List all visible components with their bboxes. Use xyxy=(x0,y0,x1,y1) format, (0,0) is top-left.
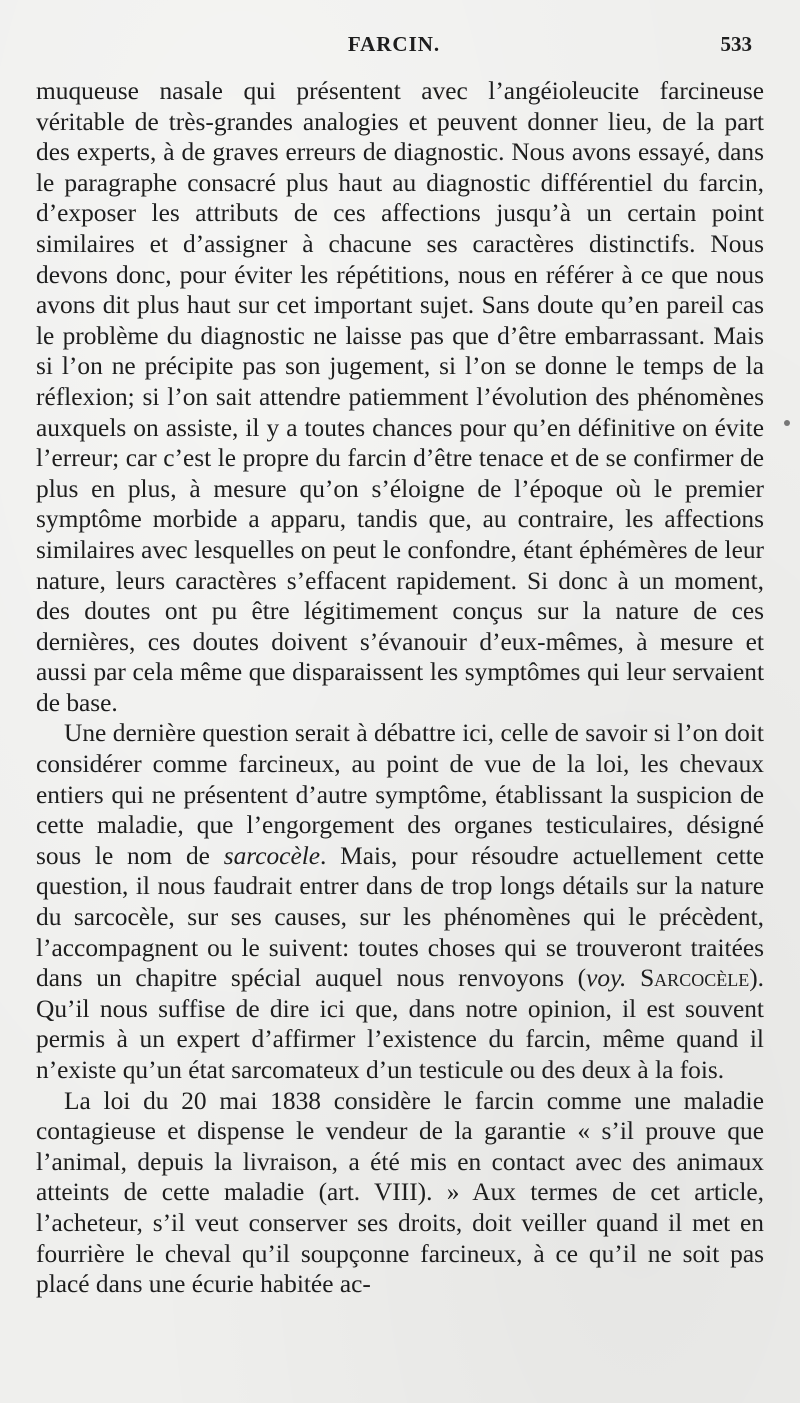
body-text xyxy=(36,76,764,1300)
running-title: FARCIN. xyxy=(347,32,441,56)
paragraph-law-1838-text: La loi du 20 mai 1838 considère le farcin comme une maladie contagieuse et dispense le vendeur de la garantie « s’il prouve que l’animal, depuis la livraison, a été mis en contact avec des animaux atteints de cette maladie (art. VIII). » Aux termes de cet article, l’acheteur, s’il veut conserver ses droits, doit veiller quand il met en fourrière le cheval qu’il soupçonne farcineux, à ce qu’il ne soit pas placé dans une écurie habitée ac- xyxy=(36,1086,764,1299)
page-header xyxy=(36,30,752,62)
print-speck xyxy=(784,420,790,426)
page-number: 533 xyxy=(720,32,752,56)
paragraph-sarcocele xyxy=(36,718,764,1085)
paragraph-sarcocele-part2: . Mais, pour résoudre actuellement cette question, il nous faudrait entrer dans de trop longs détails sur la nature du sarcocèle, sur ses causes, sur les phénomènes qui le précèdent, l’accompagnent ou le suivent: toutes choses qui se trouveront traitées dans un chapitre spécial auquel nous renvoyons ( xyxy=(36,841,764,993)
paragraph-sarcocele-part3: ). Qu’il nous suffise de dire ici que, dans notre opinion, il est souvent permis à un expert d’affirmer l’existence du farcin, même quand il n’existe qu’un état sarcomateux d’un testicule ou des deux à la fois. xyxy=(36,964,764,1084)
paragraph-diagnostic xyxy=(36,76,764,718)
abbrev-voy: voy. xyxy=(586,964,627,993)
term-sarcocele: sarcocèle xyxy=(223,841,321,870)
paragraph-sarcocele-part1: Une dernière question serait à débattre ici, celle de savoir si l’on doit considérer comme farcineux, au point de vue de la loi, les chevaux entiers qui ne présentent d’autre symptôme, établissant la suspicion de cette maladie, que l’engorgement des organes testiculaires, désigné sous le nom de xyxy=(36,719,764,870)
paragraph-law-1838 xyxy=(36,1086,764,1300)
paragraph-diagnostic-text: muqueuse nasale qui présentent avec l’angéioleucite farcineuse véritable de très-grandes analogies et peuvent donner lieu, de la part des experts, à de graves erreurs de diagnostic. Nous avons essayé, dans le paragraphe consacré plus haut au diagnostic différentiel du farcin, d’exposer les attributs de ces affections jusqu’à un certain point similaires et d’assigner à chacune ses caractères distinctifs. Nous devons donc, pour éviter les répétitions, nous en référer à ce que nous avons dit plus haut sur cet important sujet. Sans doute qu’en pareil cas le problème du diagnostic ne laisse pas que d’être embarrassant. Mais si l’on ne précipite pas son jugement, si l’on se donne le temps de la réflexion; si l’on sait attendre patiemment l’évolution des phénomènes auxquels on assiste, il y a toutes chances pour qu’en définitive on évite l’erreur; car c’est le propre du farcin d’être tenace et de se confirmer de plus en plus, à mesure qu’on s’éloigne de l’époque où le premier symptôme morbide a apparu, tandis que, au contraire, les affections similaires avec lesquelles on peut le confondre, étant éphémères de leur nature, leurs caractères s’effacent rapidement. Si donc à un moment, des doutes ont pu être légitimement conçus sur la nature de ces dernières, ces doutes doivent s’évanouir d’eux-mêmes, à mesure et aussi par cela même que disparaissent les symptômes qui leur servaient de base. xyxy=(36,77,764,717)
cross-reference-sarcocele: Sarcocèle xyxy=(640,964,750,993)
